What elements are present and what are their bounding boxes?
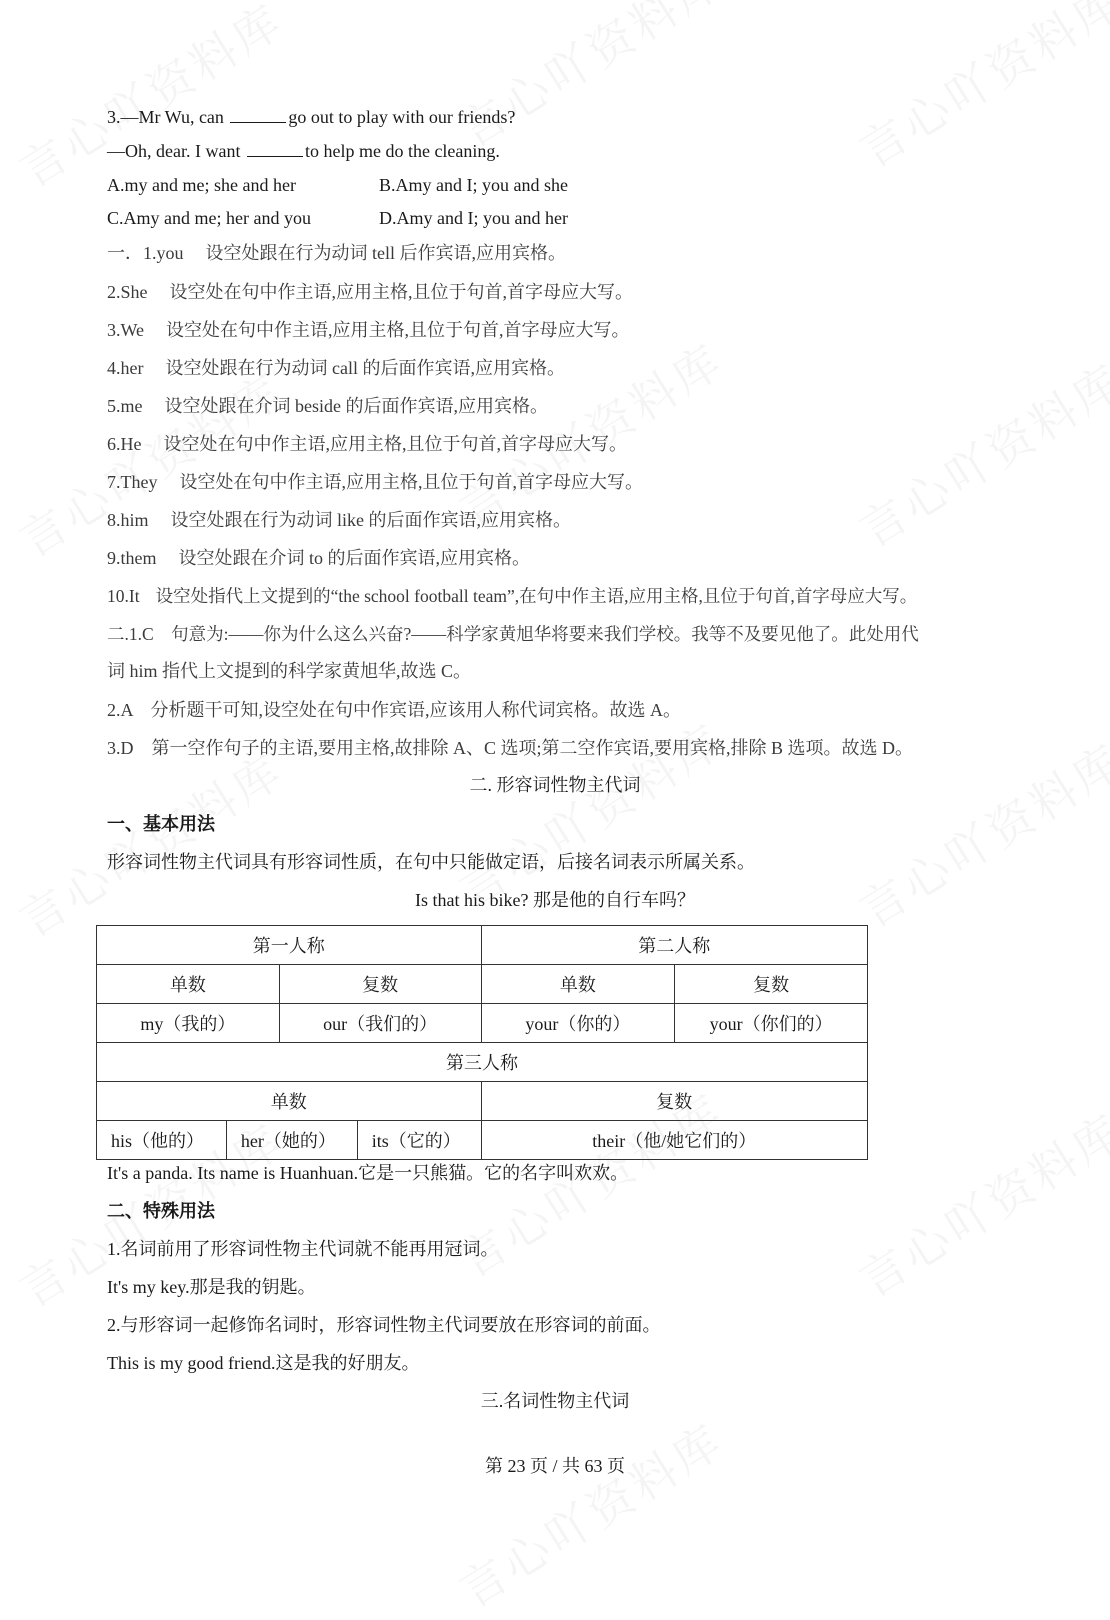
- cell-your-plural: your（你们的）: [675, 1004, 868, 1043]
- answer-2: 2.She 设空处在句中作主语,应用主格,且位于句首,首字母应大写。: [107, 282, 633, 302]
- part2-answer-2: 2.A 分析题干可知,设空处在句中作宾语,应该用人称代词宾格。故选 A。: [107, 700, 682, 720]
- plural-header: 复数: [279, 965, 481, 1004]
- table-row: [97, 1004, 868, 1043]
- third-person-header: 第三人称: [97, 1043, 868, 1082]
- second-person-header: 第二人称: [481, 926, 867, 965]
- page-number: 第 23 页 / 共 63 页: [484, 1456, 625, 1476]
- special-usage-heading: 二、特殊用法: [107, 1201, 215, 1221]
- option-d: D.Amy and I; you and her: [379, 208, 568, 228]
- answer-8: 8.him 设空处跟在行为动词 like 的后面作宾语,应用宾格。: [107, 510, 572, 530]
- watermark: [845, 1096, 1110, 1311]
- basic-usage-heading: 一、基本用法: [107, 814, 215, 834]
- plural-header: 复数: [481, 1082, 867, 1121]
- answer-6: 6.He 设空处在句中作主语,应用主格,且位于句首,首字母应大写。: [107, 434, 627, 454]
- possessive-adjective-table: [96, 925, 868, 1160]
- answer-7: 7.They 设空处在句中作主语,应用主格,且位于句首,首字母应大写。: [107, 472, 643, 492]
- part2-answer-3: 3.D 第一空作句子的主语,要用主格,故排除 A、C 选项;第二空作宾语,要用宾格,排除 B 选项。故选 D。: [107, 738, 914, 758]
- singular-header: 单数: [481, 965, 675, 1004]
- special-example-1: It's my key.那是我的钥匙。: [107, 1277, 316, 1297]
- table-row: [97, 1043, 868, 1082]
- watermark: [845, 346, 1110, 561]
- special-rule-1: 1.名词前用了形容词性物主代词就不能再用冠词。: [107, 1239, 499, 1259]
- answer-10: 10.It 设空处指代上文提到的“the school football team”,在句中作主语,应用主格,且位于句首,首字母应大写。: [107, 586, 918, 606]
- table-row: [97, 1121, 868, 1160]
- cell-their: their（他/她它们的）: [481, 1121, 867, 1160]
- cell-his: his（他的）: [97, 1121, 227, 1160]
- special-rule-2: 2.与形容词一起修饰名词时，形容词性物主代词要放在形容词的前面。: [107, 1315, 661, 1335]
- table-row: [97, 1082, 868, 1121]
- answer-4: 4.her 设空处跟在行为动词 call 的后面作宾语,应用宾格。: [107, 358, 565, 378]
- part2-answer-1-line-2: 词 him 指代上文提到的科学家黄旭华,故选 C。: [107, 661, 472, 681]
- cell-her: her（她的）: [226, 1121, 357, 1160]
- question-3-line-1: 3.—Mr Wu, can go out to play with our friends?: [107, 107, 516, 127]
- answer-9: 9.them 设空处跟在介词 to 的后面作宾语,应用宾格。: [107, 548, 530, 568]
- cell-my: my（我的）: [97, 1004, 280, 1043]
- next-section-title: 三.名词性物主代词: [480, 1391, 630, 1411]
- section-title: 二. 形容词性物主代词: [469, 775, 641, 795]
- watermark: [845, 0, 1110, 180]
- cell-our: our（我们的）: [279, 1004, 481, 1043]
- answer-1: 一．1.you 设空处跟在行为动词 tell 后作宾语,应用宾格。: [107, 243, 566, 263]
- basic-usage-example: Is that his bike? 那是他的自行车吗？: [415, 890, 695, 910]
- watermark: [5, 0, 294, 200]
- option-c: C.Amy and me; her and you: [107, 208, 311, 228]
- special-example-2: This is my good friend.这是我的好朋友。: [107, 1353, 420, 1373]
- blank: [230, 106, 286, 123]
- part2-answer-1-line-1: 二.1.C 句意为:——你为什么这么兴奋?——科学家黄旭华将要来我们学校。我等不及要见他了。此处用代: [107, 624, 919, 644]
- question-3-line-2: —Oh, dear. I want to help me do the cleaning.: [107, 141, 500, 161]
- option-a: A.my and me; she and her: [107, 175, 296, 195]
- answer-5: 5.me 设空处跟在介词 beside 的后面作宾语,应用宾格。: [107, 396, 548, 416]
- watermark: [5, 736, 294, 951]
- basic-usage-desc: 形容词性物主代词具有形容词性质，在句中只能做定语，后接名词表示所属关系。: [107, 852, 755, 872]
- table-row: [97, 926, 868, 965]
- singular-header: 单数: [97, 1082, 482, 1121]
- singular-header: 单数: [97, 965, 280, 1004]
- answer-3: 3.We 设空处在句中作主语,应用主格,且位于句首,首字母应大写。: [107, 320, 630, 340]
- cell-your-singular: your（你的）: [481, 1004, 675, 1043]
- after-table-example: It's a panda. Its name is Huanhuan.它是一只熊猫。它的名字叫欢欢。: [107, 1163, 629, 1183]
- cell-its: its（它的）: [357, 1121, 481, 1160]
- watermark: [5, 356, 294, 571]
- watermark: [445, 0, 734, 160]
- watermark: [445, 1406, 734, 1620]
- blank: [247, 140, 303, 157]
- plural-header: 复数: [675, 965, 868, 1004]
- table-row: [97, 965, 868, 1004]
- first-person-header: 第一人称: [97, 926, 482, 965]
- option-b: B.Amy and I; you and she: [379, 175, 568, 195]
